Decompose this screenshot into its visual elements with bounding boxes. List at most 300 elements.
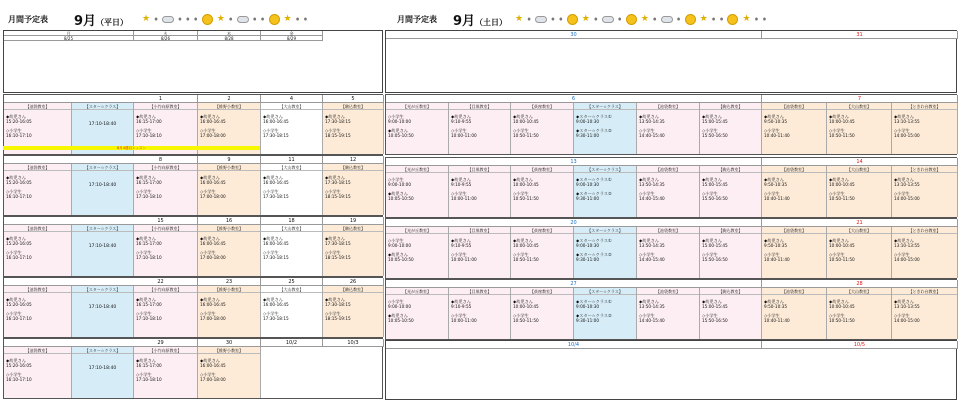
class-cell[interactable] xyxy=(762,288,827,339)
class-name: 【駒込教室】 xyxy=(323,225,383,232)
group-time: 13:10-13:55 xyxy=(894,182,920,187)
class-cell[interactable] xyxy=(386,166,449,217)
class-name: 【大山教室】 xyxy=(827,166,891,173)
sun-icon xyxy=(269,14,280,25)
sun-icon xyxy=(626,14,637,25)
class-cell[interactable] xyxy=(892,227,958,278)
group-time: 15:50-16:50 xyxy=(702,318,728,323)
class-cell[interactable] xyxy=(511,288,574,339)
bunny-icon: ꔷ xyxy=(652,14,657,24)
group-time: 10:40-11:40 xyxy=(764,196,790,201)
group-label: ◇小学生 xyxy=(451,252,467,257)
next-weekend-block xyxy=(385,340,957,400)
group-time: 15:50-16:50 xyxy=(702,133,728,138)
group-time: 9:30-11:00 xyxy=(576,318,599,323)
shougaku-label: ◇小学生 xyxy=(6,128,22,133)
group-time: 9:00-10:00 xyxy=(388,119,411,124)
group-time: 13:10-13:55 xyxy=(894,304,920,309)
class-cell[interactable] xyxy=(700,288,762,339)
youji-label: ◆幼児さん xyxy=(325,236,345,241)
group-time: 10:40-11:40 xyxy=(764,257,790,262)
youji-time: 16:00-16:45 xyxy=(200,241,226,246)
youji-time: 17:30-18:15 xyxy=(325,241,351,246)
day-date: 10/2 xyxy=(261,339,323,347)
class-cell[interactable] xyxy=(574,103,637,154)
day-date: 8/26 xyxy=(134,36,198,41)
class-cell[interactable] xyxy=(637,166,700,217)
month-title: 9月（平日） xyxy=(74,14,129,29)
star-icon: ★ xyxy=(640,14,649,24)
class-cell[interactable] xyxy=(700,166,762,217)
group-time: 13:10-13:55 xyxy=(894,243,920,248)
group-label: ◇小学生 xyxy=(639,128,655,133)
class-cell[interactable] xyxy=(72,286,134,337)
bunny-icon: ꔷ xyxy=(260,14,265,24)
class-cell[interactable] xyxy=(134,164,198,215)
class-time: 17:10-18:40 xyxy=(88,183,117,188)
class-cell[interactable] xyxy=(637,103,700,154)
class-cell[interactable] xyxy=(449,166,511,217)
youji-time: 16:15-17:00 xyxy=(136,180,162,185)
shougaku-label: ◇小学生 xyxy=(136,189,152,194)
class-cell[interactable] xyxy=(4,286,72,337)
class-name: 【小竹向原教室】 xyxy=(134,164,197,171)
youji-time: 16:00-16:45 xyxy=(200,119,226,124)
class-cell[interactable] xyxy=(386,103,449,154)
bunny-icon: ꔷ xyxy=(527,14,531,24)
class-name: 【池袋教室】 xyxy=(4,286,71,293)
day-date: 4 xyxy=(261,95,323,103)
week-row xyxy=(3,338,383,399)
class-cell[interactable] xyxy=(323,225,384,276)
class-cell[interactable] xyxy=(574,166,637,217)
class-cell[interactable] xyxy=(827,166,892,217)
group-label: ◆幼児さん xyxy=(829,299,849,304)
class-cell[interactable] xyxy=(762,227,827,278)
youji-time: 15:20-16:05 xyxy=(6,180,32,185)
day-date: 8/29 xyxy=(261,36,323,41)
group-time: 9:00-10:30 xyxy=(576,304,599,309)
shougaku-time: 17:00-18:00 xyxy=(200,377,226,382)
bunny-icon: ꔷ xyxy=(550,14,555,24)
class-cell[interactable] xyxy=(386,227,449,278)
group-label: ◆幼児さん xyxy=(639,238,659,243)
day-header: 月 xyxy=(4,31,134,36)
shougaku-label: ◇小学生 xyxy=(200,250,216,255)
group-label: ◆幼児さん xyxy=(702,177,722,182)
class-cell[interactable] xyxy=(700,227,762,278)
class-cell[interactable] xyxy=(323,103,384,154)
group-label: ◆幼児さん xyxy=(388,191,408,196)
group-label: ◆スター☆クラス② xyxy=(576,252,612,257)
shougaku-time: 17:10-18:10 xyxy=(136,255,162,260)
day-date: 8/25 xyxy=(4,36,134,41)
day-date: 26 xyxy=(323,278,384,286)
youji-label: ◆幼児さん xyxy=(6,297,26,302)
bunny-icon: ꔷ xyxy=(303,14,308,24)
shougaku-label: ◇小学生 xyxy=(325,311,341,316)
group-label: ◇小学生 xyxy=(829,191,845,196)
class-cell[interactable] xyxy=(762,103,827,154)
youji-time: 17:30-18:15 xyxy=(325,302,351,307)
page-title: 月間予定表 xyxy=(397,15,437,24)
class-name: 【池袋教室】 xyxy=(4,164,71,171)
class-cell[interactable] xyxy=(134,286,198,337)
youji-label: ◆幼児さん xyxy=(200,358,220,363)
class-name: 【池袋教室】 xyxy=(762,227,826,234)
shougaku-label: ◇小学生 xyxy=(6,311,22,316)
class-cell[interactable] xyxy=(449,288,511,339)
group-time: 9:50-10:35 xyxy=(764,119,787,124)
bunny-icon: ꔷ xyxy=(177,14,182,24)
group-time: 10:50-11:50 xyxy=(513,257,539,262)
shougaku-time: 17:00-18:00 xyxy=(200,255,226,260)
shougaku-label: ◇小学生 xyxy=(263,311,279,316)
shougaku-label: ◇小学生 xyxy=(200,372,216,377)
group-label: ◆スター☆クラス② xyxy=(576,128,612,133)
class-name: 【目黒教室】 xyxy=(449,288,510,295)
class-name: 【池袋教室】 xyxy=(637,227,699,234)
group-time: 10:40-11:40 xyxy=(764,318,790,323)
group-label: ◆幼児さん xyxy=(764,238,784,243)
class-name: 【池袋教室】 xyxy=(762,288,826,295)
class-time: 17:10-18:40 xyxy=(88,244,117,249)
group-time: 9:50-10:35 xyxy=(764,182,787,187)
day-header: 木 xyxy=(198,31,261,36)
group-time: 10:50-11:50 xyxy=(829,257,855,262)
day-date: 10/4 xyxy=(386,341,762,349)
day-date: 29 xyxy=(4,339,198,347)
class-name: 【小竹向原教室】 xyxy=(134,225,197,232)
class-cell[interactable] xyxy=(892,103,958,154)
class-name: 【ときわ台教室】 xyxy=(892,227,957,234)
shougaku-time: 16:10-17:10 xyxy=(6,133,32,138)
group-time: 10:00-10:45 xyxy=(513,119,539,124)
group-label: ◆幼児さん xyxy=(702,299,722,304)
bunny-icon: ꔷ xyxy=(762,14,767,24)
group-time: 13:50-14:35 xyxy=(639,304,665,309)
group-time: 10:50-11:50 xyxy=(829,196,855,201)
bunny-icon: ꔷ xyxy=(252,14,257,24)
day-date: 12 xyxy=(323,156,384,164)
group-time: 9:30-11:00 xyxy=(576,133,599,138)
shougaku-time: 17:10-18:10 xyxy=(136,377,162,382)
youji-label: ◆幼児さん xyxy=(325,114,345,119)
group-label: ◆幼児さん xyxy=(764,299,784,304)
week-row xyxy=(3,277,383,338)
class-name: 【椎野小教室】 xyxy=(198,103,260,110)
group-time: 9:00-10:30 xyxy=(576,119,599,124)
group-time: 13:50-14:35 xyxy=(639,182,665,187)
group-time: 10:00-11:00 xyxy=(451,257,477,262)
group-label: ◆スター☆クラス① xyxy=(576,299,612,304)
class-cell[interactable] xyxy=(574,227,637,278)
class-name: 【池袋教室】 xyxy=(762,103,826,110)
class-cell[interactable] xyxy=(511,227,574,278)
bunny-icon: ꔷ xyxy=(193,14,198,24)
saturday-date: 27 xyxy=(386,280,762,288)
group-label: ◇小学生 xyxy=(388,238,404,243)
class-cell[interactable] xyxy=(323,164,384,215)
group-label: ◆幼児さん xyxy=(451,238,471,243)
class-cell[interactable] xyxy=(4,225,72,276)
group-time: 9:30-11:00 xyxy=(576,196,599,201)
class-name: 【荻窪教室】 xyxy=(511,227,573,234)
day-header: 金 xyxy=(261,31,323,36)
group-label: ◆幼児さん xyxy=(894,299,914,304)
class-cell[interactable] xyxy=(72,347,134,398)
youji-label: ◆幼児さん xyxy=(200,114,220,119)
group-label: ◇小学生 xyxy=(894,191,910,196)
class-cell[interactable] xyxy=(261,286,323,337)
shougaku-time: 16:10-17:10 xyxy=(6,255,32,260)
day-date: 25 xyxy=(261,278,323,286)
group-time: 9:10-9:55 xyxy=(451,182,472,187)
weekend-row xyxy=(385,157,957,218)
bunny-icon: ꔷ xyxy=(558,14,563,24)
class-cell[interactable] xyxy=(386,288,449,339)
shougaku-time: 17:30-18:15 xyxy=(263,194,289,199)
class-cell[interactable] xyxy=(700,103,762,154)
youji-time: 16:00-16:45 xyxy=(263,241,289,246)
weekend-row xyxy=(385,94,957,155)
group-time: 15:50-16:50 xyxy=(702,257,728,262)
class-cell[interactable] xyxy=(762,166,827,217)
weekend-header xyxy=(385,4,960,30)
class-cell[interactable] xyxy=(198,286,261,337)
class-cell[interactable] xyxy=(637,288,700,339)
group-time: 10:00-10:45 xyxy=(829,119,855,124)
youji-label: ◆幼児さん xyxy=(6,114,26,119)
class-cell[interactable] xyxy=(72,164,134,215)
youji-label: ◆幼児さん xyxy=(6,358,26,363)
cloud-icon xyxy=(661,16,673,23)
class-cell[interactable] xyxy=(4,347,72,398)
day-date: 23 xyxy=(198,278,261,286)
class-cell[interactable] xyxy=(261,164,323,215)
class-name: 【目黒教室】 xyxy=(449,227,510,234)
day-date: 30 xyxy=(198,339,261,347)
shougaku-time: 18:15-19:15 xyxy=(325,194,351,199)
group-label: ◇小学生 xyxy=(388,177,404,182)
group-label: ◆幼児さん xyxy=(513,177,533,182)
shougaku-time: 18:15-19:15 xyxy=(325,133,351,138)
class-name: 【小竹向原教室】 xyxy=(134,286,197,293)
class-name: 【ときわ台教室】 xyxy=(892,103,957,110)
bunny-icon: ꔷ xyxy=(185,14,190,24)
class-name: 【池袋教室】 xyxy=(637,166,699,173)
group-label: ◆幼児さん xyxy=(451,114,471,119)
group-label: ◆幼児さん xyxy=(829,238,849,243)
group-time: 9:00-10:00 xyxy=(388,182,411,187)
class-cell[interactable] xyxy=(637,227,700,278)
shougaku-time: 17:10-18:10 xyxy=(136,194,162,199)
group-label: ◇小学生 xyxy=(829,313,845,318)
shougaku-label: ◇小学生 xyxy=(200,189,216,194)
shougaku-time: 18:15-19:15 xyxy=(325,316,351,321)
class-cell[interactable] xyxy=(72,225,134,276)
class-cell[interactable] xyxy=(261,103,323,154)
class-cell[interactable] xyxy=(4,164,72,215)
bunny-icon: ꔷ xyxy=(617,14,622,24)
group-time: 10:00-11:00 xyxy=(451,196,477,201)
shougaku-time: 17:10-18:10 xyxy=(136,133,162,138)
class-cell[interactable] xyxy=(198,347,261,398)
shougaku-time: 16:10-17:10 xyxy=(6,377,32,382)
group-label: ◇小学生 xyxy=(702,252,718,257)
youji-time: 16:00-16:45 xyxy=(200,180,226,185)
group-label: ◆幼児さん xyxy=(764,177,784,182)
group-label: ◇小学生 xyxy=(639,252,655,257)
class-cell[interactable] xyxy=(198,164,261,215)
group-label: ◆幼児さん xyxy=(639,299,659,304)
youji-label: ◆幼児さん xyxy=(136,175,156,180)
class-cell[interactable] xyxy=(449,103,511,154)
weekend-panel xyxy=(385,0,960,414)
decoration-strip xyxy=(142,14,307,25)
group-time: 14:40-15:40 xyxy=(639,196,665,201)
day-date: 22 xyxy=(4,278,198,286)
class-name: 【スター☆クラス】 xyxy=(72,103,133,110)
class-name: 【大山教室】 xyxy=(827,288,891,295)
group-label: ◆幼児さん xyxy=(513,238,533,243)
class-cell[interactable] xyxy=(449,227,511,278)
class-cell[interactable] xyxy=(892,166,958,217)
group-label: ◇小学生 xyxy=(702,313,718,318)
class-name: 【ときわ台教室】 xyxy=(892,288,957,295)
class-name: 【小竹向原教室】 xyxy=(134,347,197,354)
youji-time: 16:00-16:45 xyxy=(200,363,226,368)
group-time: 15:50-16:50 xyxy=(702,196,728,201)
group-time: 15:00-15:45 xyxy=(702,119,728,124)
youji-label: ◆幼児さん xyxy=(200,236,220,241)
day-date: 1 xyxy=(4,95,198,103)
group-label: ◇小学生 xyxy=(829,128,845,133)
decoration-strip xyxy=(515,14,766,25)
class-cell[interactable] xyxy=(827,227,892,278)
sun-icon xyxy=(202,14,213,25)
group-label: ◆スター☆クラス② xyxy=(576,313,612,318)
class-name: 【スター☆クラス】 xyxy=(72,164,133,171)
class-name: 【椎野小教室】 xyxy=(198,286,260,293)
cloud-icon xyxy=(162,16,174,23)
group-label: ◆スター☆クラス① xyxy=(576,114,612,119)
class-cell[interactable] xyxy=(511,166,574,217)
youji-time: 16:00-16:45 xyxy=(200,302,226,307)
class-cell[interactable] xyxy=(261,225,323,276)
group-label: ◆スター☆クラス② xyxy=(576,191,612,196)
group-time: 10:50-11:50 xyxy=(829,133,855,138)
class-name: 【スター☆クラス】 xyxy=(72,225,133,232)
group-time: 9:50-10:35 xyxy=(764,243,787,248)
group-label: ◇小学生 xyxy=(894,128,910,133)
group-label: ◆幼児さん xyxy=(894,238,914,243)
star-icon: ★ xyxy=(699,14,708,24)
group-label: ◇小学生 xyxy=(894,313,910,318)
youji-time: 16:15-17:00 xyxy=(136,119,162,124)
group-time: 13:10-13:55 xyxy=(894,119,920,124)
group-label: ◆幼児さん xyxy=(451,177,471,182)
group-label: ◆幼児さん xyxy=(513,299,533,304)
class-name: 【駒込教室】 xyxy=(700,103,761,110)
class-name: 【駒込教室】 xyxy=(700,166,761,173)
day-date: 10/3 xyxy=(323,339,384,347)
group-label: ◆幼児さん xyxy=(388,313,408,318)
day-date: 5 xyxy=(323,95,384,103)
class-cell[interactable] xyxy=(574,288,637,339)
group-label: ◆幼児さん xyxy=(388,128,408,133)
youji-time: 15:20-16:05 xyxy=(6,119,32,124)
shougaku-label: ◇小学生 xyxy=(6,250,22,255)
weekend-row xyxy=(385,279,957,340)
group-label: ◆スター☆クラス① xyxy=(576,238,612,243)
shougaku-label: ◇小学生 xyxy=(136,128,152,133)
class-cell[interactable] xyxy=(323,286,384,337)
group-time: 13:50-14:35 xyxy=(639,243,665,248)
group-time: 10:05-10:50 xyxy=(388,133,414,138)
shougaku-label: ◇小学生 xyxy=(6,189,22,194)
sunday-date: 7 xyxy=(762,95,958,103)
shougaku-label: ◇小学生 xyxy=(136,372,152,377)
group-label: ◇小学生 xyxy=(513,128,529,133)
youji-time: 15:20-16:05 xyxy=(6,302,32,307)
star-icon: ★ xyxy=(142,14,151,24)
class-name: 【椎野小教室】 xyxy=(198,225,260,232)
class-cell[interactable] xyxy=(827,288,892,339)
shougaku-time: 18:15-19:15 xyxy=(325,255,351,260)
group-time: 9:00-10:00 xyxy=(388,243,411,248)
group-time: 10:50-11:50 xyxy=(829,318,855,323)
group-label: ◇小学生 xyxy=(764,252,780,257)
group-time: 9:10-9:55 xyxy=(451,304,472,309)
youji-label: ◆幼児さん xyxy=(263,297,283,302)
group-time: 10:50-11:50 xyxy=(513,133,539,138)
class-name: 【光が丘教室】 xyxy=(386,288,448,295)
youji-label: ◆幼児さん xyxy=(6,236,26,241)
youji-time: 15:20-16:05 xyxy=(6,241,32,246)
youji-time: 16:00-16:45 xyxy=(263,119,289,124)
class-cell[interactable] xyxy=(134,225,198,276)
group-time: 10:00-10:45 xyxy=(513,304,539,309)
group-label: ◇小学生 xyxy=(764,128,780,133)
sun-icon xyxy=(567,14,578,25)
group-time: 14:00-15:00 xyxy=(894,133,920,138)
group-label: ◆幼児さん xyxy=(894,177,914,182)
group-time: 14:40-15:40 xyxy=(639,318,665,323)
week-row xyxy=(3,155,383,216)
shougaku-label: ◇小学生 xyxy=(6,372,22,377)
class-cell[interactable] xyxy=(198,225,261,276)
class-name: 【ときわ台教室】 xyxy=(892,166,957,173)
shougaku-label: ◇小学生 xyxy=(325,189,341,194)
class-cell[interactable] xyxy=(827,103,892,154)
star-icon: ★ xyxy=(581,14,590,24)
group-time: 9:00-10:00 xyxy=(388,304,411,309)
class-cell[interactable] xyxy=(511,103,574,154)
class-name: 【池袋教室】 xyxy=(4,347,71,354)
group-time: 9:30-11:00 xyxy=(576,257,599,262)
class-name: 【椎野小教室】 xyxy=(198,347,260,354)
class-cell[interactable] xyxy=(134,347,198,398)
group-label: ◆幼児さん xyxy=(639,114,659,119)
group-time: 10:00-11:00 xyxy=(451,318,477,323)
shougaku-label: ◇小学生 xyxy=(325,128,341,133)
group-time: 10:00-10:45 xyxy=(829,304,855,309)
class-cell[interactable] xyxy=(892,288,958,339)
cloud-icon xyxy=(237,16,249,23)
class-name: 【大山教室】 xyxy=(827,227,891,234)
day-date: 2 xyxy=(198,95,261,103)
